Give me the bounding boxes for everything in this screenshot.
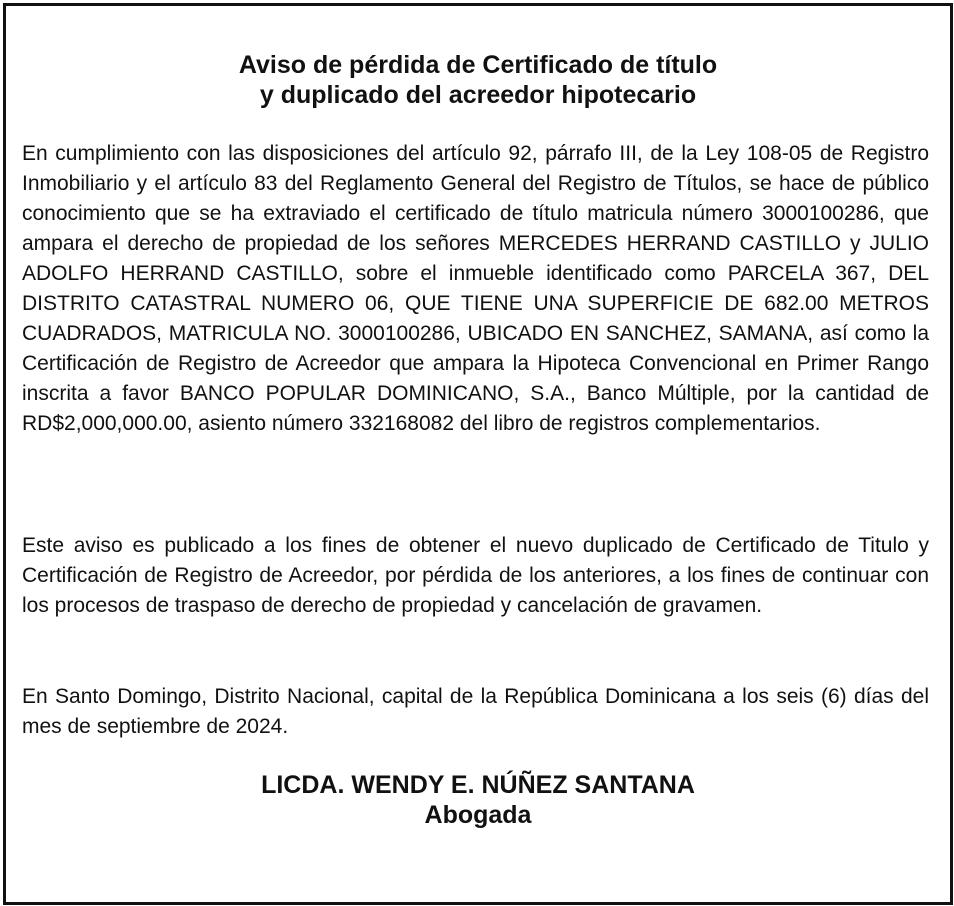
notice-title — [6, 50, 950, 110]
notice-title-line-2: y duplicado del acreedor hipotecario — [259, 81, 697, 109]
signature-block — [6, 770, 950, 830]
notice-body-paragraph-2: Este aviso es publicado a los fines de obtener el nuevo duplicado de Certificado de Titulo y Certificación de Registro de Acreedor, por pérdida de los anteriores, a los fines de continuar con los procesos de traspaso de derecho de propiedad y cancelación de gravamen. — [22, 534, 929, 617]
notice-body-paragraph-1: En cumplimiento con las disposiciones del artículo 92, párrafo III, de la Ley 108-05 de Registro Inmobiliario y el artículo 83 del Reglamento General del Registro de Títulos, se hace de público conocimiento que se ha extraviado el certificado de título matricula número 3000100286, que ampara el derecho de propiedad de los señores MERCEDES HERRAND CASTILLO y JULIO ADOLFO HERRAND CASTILLO, sobre el inmueble identificado como PARCELA 367, DEL DISTRITO CATASTRAL NUMERO 06, QUE TIENE UNA SUPERFICIE DE 682.00 METROS CUADRADOS, MATRICULA NO. 3000100286, UBICADO EN SANCHEZ, SAMANA, así como la Certificación de Registro de Acreedor que ampara la Hipoteca Convencional en Primer Rango inscrita a favor BANCO POPULAR DOMINICANO, S.A., Banco Múltiple, por la cantidad de RD$2,000,000.00, asiento número 332168082 del libro de registros complementarios. — [22, 142, 929, 435]
signer-name: LICDA. WENDY E. NÚÑEZ SANTANA — [261, 771, 695, 799]
signer-role: Abogada — [424, 801, 532, 829]
legal-notice — [3, 3, 953, 905]
notice-title-line-1: Aviso de pérdida de Certificado de título — [238, 51, 718, 79]
notice-body-paragraph-3: En Santo Domingo, Distrito Nacional, capital de la República Dominicana a los seis (6) días del mes de septiembre de 2024. — [22, 685, 929, 738]
